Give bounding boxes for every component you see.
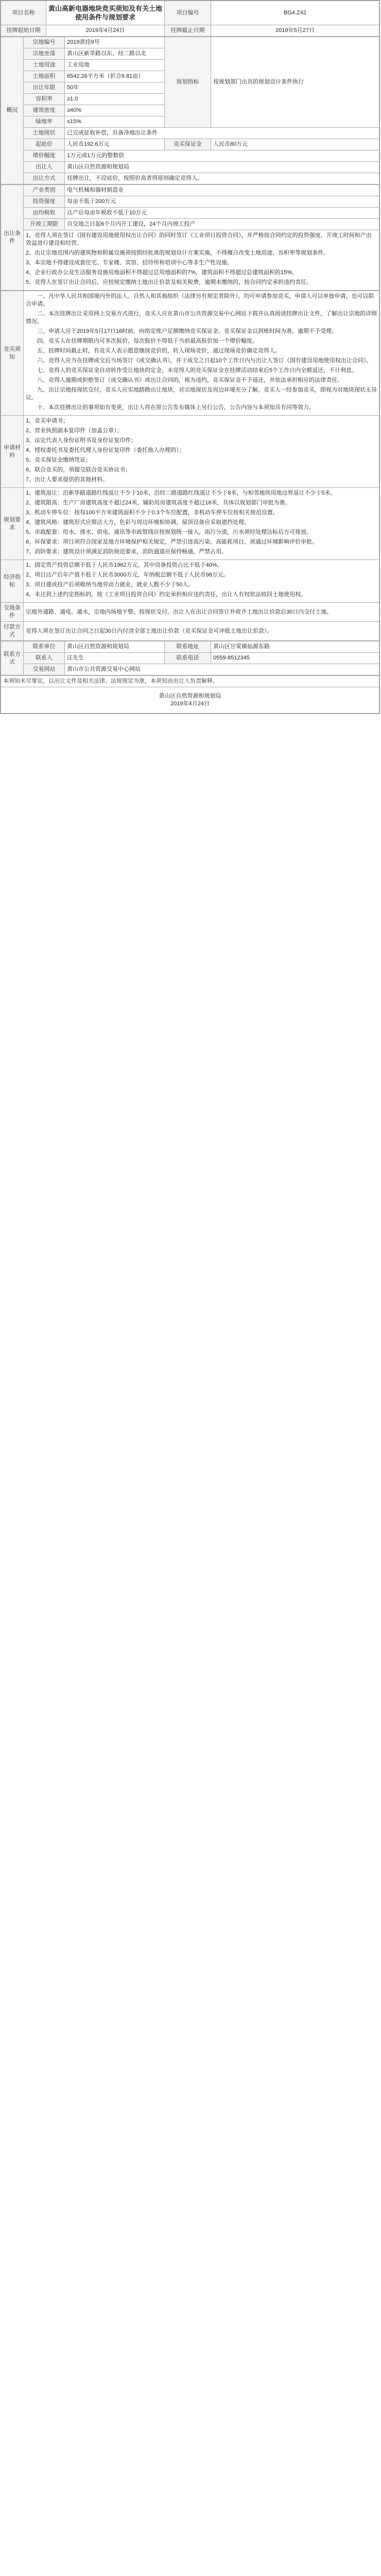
payment-section-label: 付款方式 bbox=[1, 622, 24, 641]
increment: 1万元或1万元的整数倍 bbox=[65, 150, 379, 162]
footer-statement: 本须知未尽事宜，以出让文件及相关法律、法规规定为准，本须知由出让人负责解释。 bbox=[1, 676, 379, 687]
overview-row-value: 2019黄挂9号 bbox=[65, 37, 165, 48]
condition-item: 4、企业行政办公及生活服务设施用地面积不得超过总用地面积的7%，建筑面积不得超过总建筑面积的15%。 bbox=[26, 269, 298, 276]
starting-price-label: 起始价 bbox=[24, 139, 65, 150]
contact-web[interactable]: 黄山市公共资源交易中心网站 bbox=[65, 664, 379, 675]
planning-index-value: 按规划部门出具的规划设计条件执行 bbox=[211, 37, 379, 128]
project-name: 黄山高新电器地块竞买须知及有关土地使用条件与规划要求 bbox=[46, 1, 165, 25]
project-no: BG4.Z42 bbox=[211, 1, 379, 25]
requirement-item: 7、出让人要求提供的其他材料。 bbox=[26, 477, 109, 483]
delivery-section-label: 交地条件 bbox=[1, 603, 24, 622]
contact-address: 黄山区甘棠镇仙源东路 bbox=[211, 641, 379, 653]
overview-row-label: 土地面积 bbox=[24, 71, 65, 82]
publish-date-label: 挂牌起始日期 bbox=[1, 25, 46, 37]
overview-row-label: 建筑密度 bbox=[24, 105, 65, 116]
notice-paragraph: 四、竞买人在挂牌期限内可多次报价，每次报价不得低于当前最高报价加一个增价幅度。 bbox=[37, 338, 258, 344]
project-no-label: 项目编号 bbox=[165, 1, 211, 25]
footer-date: 2019年4月24日 bbox=[170, 701, 210, 707]
document bbox=[0, 0, 380, 714]
economic-paragraph: 2、项目达产后年产值不低于人民币3000万元，年纳税总额不低于人民币98万元。 bbox=[26, 572, 229, 578]
contact-tel-label: 联系电话 bbox=[165, 653, 211, 664]
overview-section-label: 概况 bbox=[1, 37, 24, 184]
deposit-label: 竞买保证金 bbox=[165, 139, 211, 150]
condition-item: 5、竞得人在签订出让合同后，应按规定缴纳土地出让价款及相关税费，逾期未缴纳的，按合同约定承担违约责任。 bbox=[26, 279, 313, 285]
requirements-section-label: 申请材料 bbox=[1, 416, 24, 488]
conditions-section-label: 出让条件 bbox=[1, 185, 24, 291]
land-status: 已完成征收补偿，具备净地出让条件 bbox=[65, 128, 379, 139]
contact-person: 汪先生 bbox=[65, 653, 165, 664]
condition-item: 1、竞得人须在签订《国有建设用地使用权出让合同》的同时签订《工业项目投资合同》，并严格按合同约定的投资强度、开竣工时间和产出效益进行建设和经营。 bbox=[26, 232, 372, 246]
overview-row-label: 容积率 bbox=[24, 94, 65, 105]
increment-label: 增价幅度 bbox=[24, 150, 65, 162]
overview-row-value: ≥1.0 bbox=[65, 94, 165, 105]
industry: 电气机械和器材制造业 bbox=[65, 185, 379, 196]
footer-org: 黄山区自然资源和规划局 bbox=[159, 693, 221, 699]
deadline-label: 挂牌截止日期 bbox=[165, 25, 211, 37]
start-label: 开竣工期限 bbox=[24, 219, 65, 230]
notice-paragraph: 一、凡中华人民共和国境内外的法人、自然人和其他组织（法律另有规定者除外），均可申请参加竞买，申请人可以单独申请，也可以联合申请。 bbox=[26, 293, 374, 307]
planning-section-label: 规划要求 bbox=[1, 488, 24, 560]
payment-body: 竞得人须在签订出让合同之日起30日内付清全部土地出让价款（竞买保证金可冲抵土地出让价款）。 bbox=[24, 622, 379, 641]
planning-paragraph: 5、市政配套：给水、排水、供电、通讯等市政管线应按规划统一接入，雨污分流，污水须经处理达标后方可排放。 bbox=[26, 529, 313, 535]
economic-section-label: 经济指标 bbox=[1, 560, 24, 603]
requirement-item: 4、授权委托书及委托代理人身份证复印件（委托他人办理的）； bbox=[26, 447, 185, 453]
supplier: 黄山区自然资源和规划局 bbox=[65, 162, 379, 173]
notice-table bbox=[1, 291, 379, 641]
overview-row-label: 出让年限 bbox=[24, 82, 65, 94]
economic-paragraph: 4、未达到上述约定指标的，按《工业项目投资合同》约定承担相应违约责任，出让人有权依法收回土地使用权。 bbox=[26, 591, 307, 598]
land-status-label: 土地现状 bbox=[24, 128, 65, 139]
footer-table bbox=[1, 675, 379, 714]
contact-tel: 0559-8512345 bbox=[211, 653, 379, 664]
planning-paragraph: 1、建筑退让：沿新华路道路红线退让不少于10米，沿经二路道路红线退让不少于8米，与相邻地块用地边界退让不少于5米。 bbox=[26, 490, 336, 496]
notice-paragraph: 十、本次挂牌出让的事项如有变更，出让人将在原公告发布媒体上另行公告，公告内容与本须知具有同等效力。 bbox=[37, 404, 315, 411]
overview-row-value: 50年 bbox=[65, 82, 165, 94]
planning-paragraph: 4、建筑风格：建筑形式应简洁大方，色彩与周边环境相协调，屋顶设备应采取遮挡处理。 bbox=[26, 519, 250, 526]
notice-paragraph: 六、竞得人应当在挂牌成交后当场签订《成交确认书》，并于成交之日起10个工作日内与出让人签订《国有建设用地使用权出让合同》。 bbox=[37, 358, 372, 364]
requirement-item: 2、营业执照副本复印件（加盖公章）； bbox=[26, 428, 123, 434]
conditions-items bbox=[24, 230, 379, 291]
supplier-label: 出让人 bbox=[24, 162, 65, 173]
notice-paragraph: 五、挂牌时间截止时，有竞买人表示愿意继续竞价的，转入现场竞价，通过现场竞价确定竞得人。 bbox=[37, 348, 281, 354]
overview-table bbox=[1, 37, 379, 184]
condition-item: 3、本宗地不得建设成套住宅、专家楼、宾馆、招待所和培训中心等非生产性设施。 bbox=[26, 260, 233, 266]
delivery-body: 宗地外通路、通电、通水，宗地内场地平整，按现状交付。出让人在出让合同签订并收齐土地出让价款后30日内交付土地。 bbox=[24, 603, 379, 622]
notice-paragraph: 八、竞得人逾期或拒绝签订《成交确认书》或出让合同的，视为违约，竞买保证金不予退还，并依法承担相应的法律责任。 bbox=[37, 377, 343, 383]
tax-label: 亩均税收 bbox=[24, 208, 65, 219]
planning-paragraph: 6、环保要求：项目须符合国家及地方环境保护相关规定，严禁引进高污染、高能耗项目，须通过环境影响评价审批。 bbox=[26, 539, 318, 545]
planning-paragraph: 3、机动车停车位：按每100平方米建筑面积不少于0.3个车位配置，非机动车停车位按相关规范设置。 bbox=[26, 510, 279, 516]
tax: 达产后每亩年税收不低于10万元 bbox=[65, 208, 379, 219]
overview-row-label: 土地用途 bbox=[24, 60, 65, 71]
overview-row-label: 绿地率 bbox=[24, 116, 65, 128]
notice-paragraph: 三、申请人应于2019年5月17日16时前，向指定账户足额缴纳竞买保证金。竞买保证金以到账时间为准，逾期不予受理。 bbox=[37, 328, 338, 334]
economic-paragraph: 3、项目建成投产后须吸纳当地劳动力就业，就业人数不少于50人。 bbox=[26, 582, 194, 588]
footer-sign bbox=[1, 687, 379, 714]
invest: 每亩不低于200万元 bbox=[65, 196, 379, 208]
overview-row-label: 宗地坐落 bbox=[24, 48, 65, 60]
overview-row-value: 工业用地 bbox=[65, 60, 165, 71]
overview-row-value: ≤15% bbox=[65, 116, 165, 128]
planning-index-label: 规划指标 bbox=[165, 37, 211, 128]
requirement-item: 3、法定代表人身份证明书及身份证复印件； bbox=[26, 437, 137, 444]
publish-date: 2019年4月24日 bbox=[46, 25, 165, 37]
notice-body bbox=[24, 291, 379, 416]
planning-paragraph: 7、消防要求：建筑设计须满足消防规范要求，消防通道应保持畅通，严禁占用。 bbox=[26, 549, 228, 555]
contact-table bbox=[1, 641, 379, 675]
overview-row-value: 6542.26平方米（折合9.81亩） bbox=[65, 71, 165, 82]
deposit: 人民币80万元 bbox=[211, 139, 379, 150]
overview-row-label: 宗地编号 bbox=[24, 37, 65, 48]
header-table bbox=[1, 1, 379, 37]
notice-paragraph: 二、本次挂牌出让采用网上交易方式进行，竞买人应在黄山市公共资源交易中心网站下载并认真阅读挂牌出让文件，了解出让宗地的详细情况。 bbox=[26, 311, 377, 325]
starting-price: 人民币192.6万元 bbox=[65, 139, 165, 150]
overview-row-value: ≥40% bbox=[65, 105, 165, 116]
contact-unit-label: 联系单位 bbox=[24, 641, 65, 653]
requirement-item: 6、联合竞买的，须提交联合竞买协议书； bbox=[26, 467, 131, 473]
condition-item: 2、出让宗地范围内的建筑物和附属设施须按照经批准的规划设计方案实施，不得擅自改变土地用途、容积率等规划条件。 bbox=[26, 250, 330, 256]
contact-unit: 黄山区自然资源和规划局 bbox=[65, 641, 165, 653]
contact-person-label: 联系人 bbox=[24, 653, 65, 664]
planning-body bbox=[24, 488, 379, 560]
contact-web-label: 交易网站 bbox=[24, 664, 65, 675]
economic-paragraph: 1、固定资产投资总额不低于人民币1962万元，其中设备投资占比不低于40%。 bbox=[26, 562, 223, 568]
overview-row-value: 黄山区新华路以东、经二路以北 bbox=[65, 48, 165, 60]
deadline: 2019年5月27日 bbox=[211, 25, 379, 37]
industry-label: 产业类别 bbox=[24, 185, 65, 196]
contact-section-label: 联系方式 bbox=[1, 641, 24, 675]
contact-address-label: 联系地址 bbox=[165, 641, 211, 653]
conditions-table bbox=[1, 184, 379, 291]
remarks: 挂牌出让，不设底价，按照价高者得原则确定竞得人。 bbox=[65, 173, 379, 184]
invest-label: 投资强度 bbox=[24, 196, 65, 208]
notice-paragraph: 七、竞得人的竞买保证金自动转作受让地块的定金，未竞得人的竞买保证金在挂牌活动结束后5个工作日内全额退还，不计利息。 bbox=[37, 367, 358, 374]
requirement-item: 1、竞买申请书； bbox=[26, 418, 69, 424]
start: 自交地之日起6个月内开工建设，24个月内竣工投产 bbox=[65, 219, 379, 230]
requirements-body bbox=[24, 416, 379, 488]
notice-section-label: 竞买须知 bbox=[1, 291, 24, 416]
project-name-label: 项目名称 bbox=[1, 1, 46, 25]
planning-paragraph: 2、建筑限高：生产厂房建筑高度不超过24米，辅助用房建筑高度不超过18米，具体以规划部门审批为准。 bbox=[26, 500, 291, 506]
requirement-item: 5、竞买保证金缴纳凭证； bbox=[26, 457, 92, 463]
economic-body bbox=[24, 560, 379, 603]
remarks-label: 出让方式 bbox=[24, 173, 65, 184]
notice-paragraph: 九、出让宗地按现状交付，竞买人应实地踏勘出让地块，对宗地现状及周边环境充分了解，竞买人一经参加竞买，即视为对地块现状无异议。 bbox=[26, 387, 377, 401]
